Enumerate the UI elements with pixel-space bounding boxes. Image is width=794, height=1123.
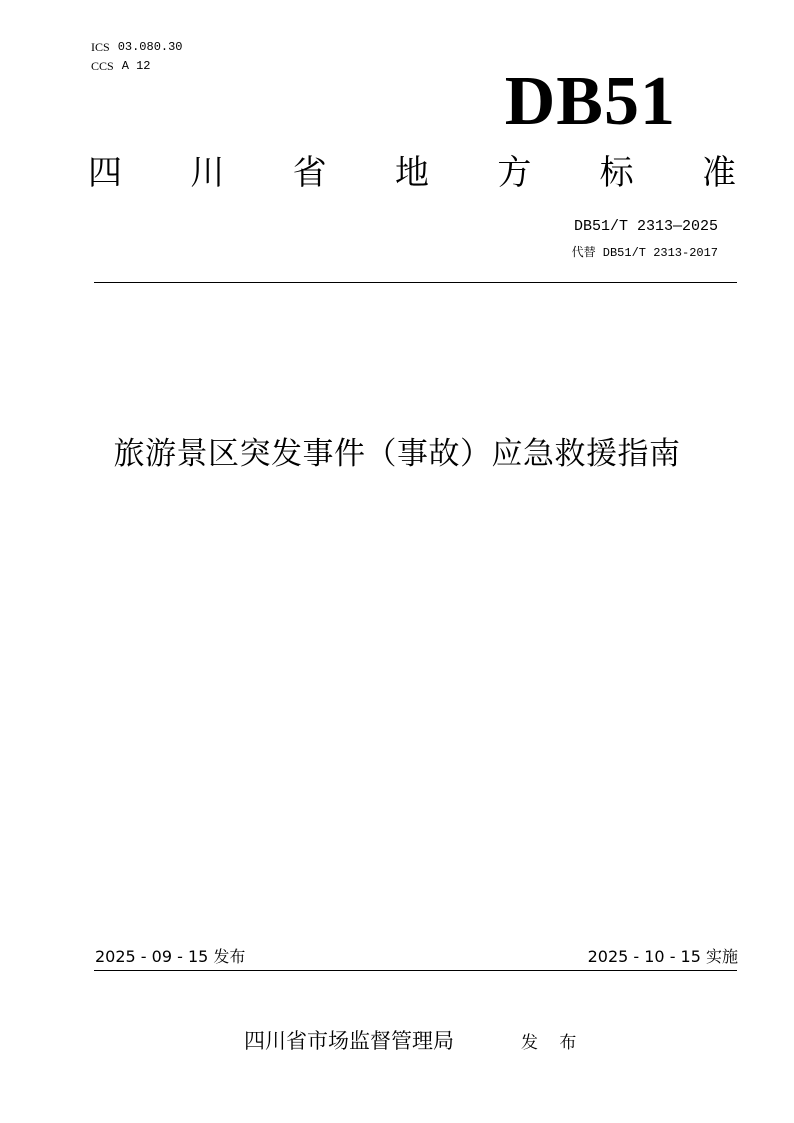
replaces-standard: 代替 DB51/T 2313-2017: [571, 246, 718, 260]
ics-row: [91, 38, 183, 57]
ics-value: 03.080.30: [117, 40, 183, 54]
publisher-name: 四川省市场监督管理局: [244, 1029, 454, 1053]
standard-type-char: 省: [292, 153, 327, 193]
standard-type-char: 四: [88, 153, 122, 193]
top-divider: [94, 282, 737, 283]
bottom-divider: [94, 970, 737, 971]
ccs-value: A 12: [121, 59, 151, 73]
classification-codes: [91, 38, 183, 76]
implement-date: 2025 - 10 - 15 实施: [587, 947, 738, 966]
ics-label: ICS: [91, 40, 110, 54]
publish-label: 发 布: [521, 1033, 585, 1053]
ccs-label: CCS: [91, 59, 114, 73]
standard-type-char: 地: [394, 153, 429, 193]
document-title: 旅游景区突发事件（事故）应急救援指南: [113, 436, 681, 472]
standard-type-char: 方: [497, 153, 532, 193]
standard-number: DB51/T 2313—2025: [573, 218, 718, 235]
db-logo: DB51: [504, 63, 676, 140]
issue-date: 2025 - 09 - 15 发布: [95, 947, 246, 966]
standard-type-char: 标: [599, 153, 634, 193]
standard-type-char: 准: [701, 153, 736, 193]
standard-type-char: 川: [190, 153, 225, 193]
ccs-row: [91, 57, 183, 76]
standard-type: [88, 148, 736, 198]
